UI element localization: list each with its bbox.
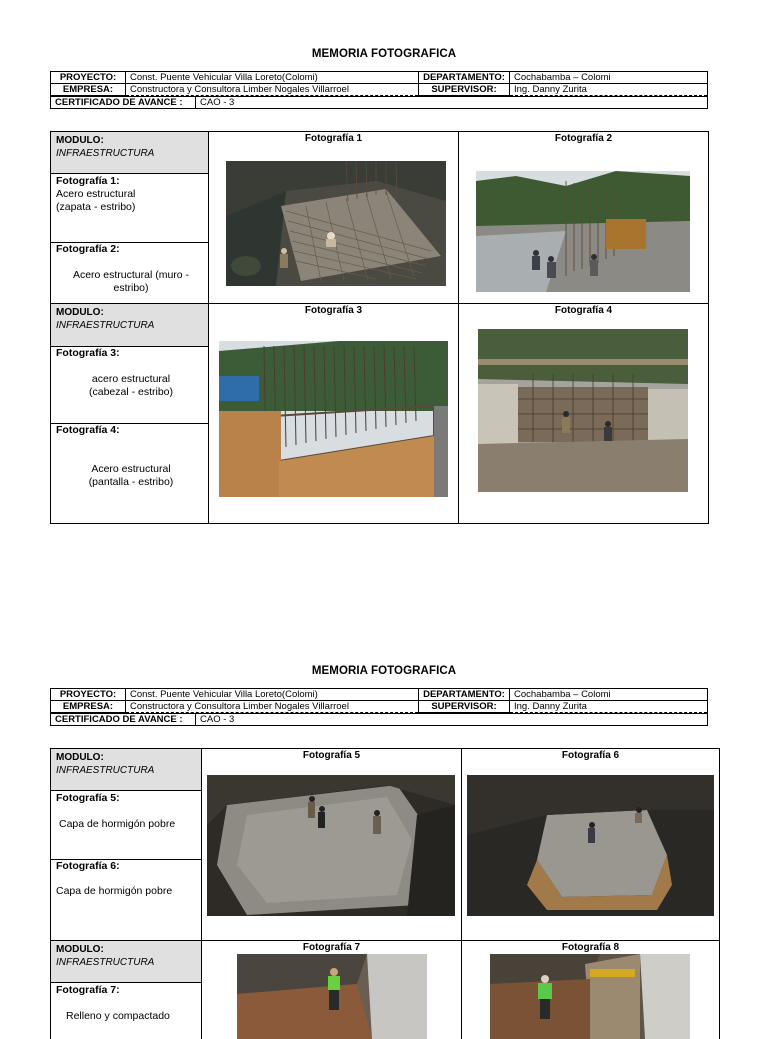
photo-3-rebar-cap xyxy=(219,341,448,497)
photo-5-lean-concrete xyxy=(207,775,455,916)
photo3-title: Fotografía 3 xyxy=(304,305,363,316)
empresa-value: Constructora y Consultora Limber Nogales Villarroel xyxy=(126,84,419,96)
page2-title: MEMORIA FOTOGRAFICA xyxy=(311,665,457,677)
modulo-header-4: MODULO: INFRAESTRUCTURA xyxy=(51,941,201,982)
foto4-desc: Acero estructural (pantalla - estribo) xyxy=(88,463,174,488)
foto5-desc: Capa de hormigón pobre xyxy=(59,818,176,830)
modulo-header-3: MODULO: INFRAESTRUCTURA xyxy=(51,749,201,790)
supervisor-value-2: Ing. Danny Zurita xyxy=(510,701,708,713)
page1-header-table xyxy=(50,71,708,96)
page2-photo-grid xyxy=(50,748,720,1039)
certificado-value-2: CAO - 3 xyxy=(196,714,708,726)
page2-header-table xyxy=(50,688,708,713)
proyecto-value-2: Const. Puente Vehicular Villa Loreto(Colomi) xyxy=(126,689,419,701)
modulo-header-2: MODULO: INFRAESTRUCTURA xyxy=(51,304,208,346)
foto6-desc: Capa de hormigón pobre xyxy=(56,885,173,897)
proyecto-label-2: PROYECTO: xyxy=(51,689,126,701)
certificado-label-2: CERTIFICADO DE AVANCE : xyxy=(51,714,196,726)
photo-2-rebar-wall xyxy=(476,171,690,292)
page2-certificado-row xyxy=(50,713,708,726)
foto7-desc: Relleno y compactado xyxy=(66,1010,170,1022)
page1-title: MEMORIA FOTOGRAFICA xyxy=(311,48,457,60)
supervisor-label-2: SUPERVISOR: xyxy=(419,701,510,713)
modulo-header: MODULO: INFRAESTRUCTURA xyxy=(51,132,208,173)
photo-6-lean-concrete xyxy=(467,775,714,916)
certificado-label: CERTIFICADO DE AVANCE : xyxy=(51,97,196,109)
foto1-desc: Acero estructural (zapata - estribo) xyxy=(56,188,136,213)
proyecto-label: PROYECTO: xyxy=(51,72,126,84)
photo6-title: Fotografía 6 xyxy=(561,750,620,761)
departamento-value: Cochabamba – Colomi xyxy=(510,72,708,84)
foto2-desc: Acero estructural (muro - estribo) xyxy=(72,269,190,294)
photo1-title: Fotografía 1 xyxy=(304,133,363,144)
photo4-title: Fotografía 4 xyxy=(554,305,613,316)
foto2-label: Fotografía 2: xyxy=(56,243,120,255)
foto1-label: Fotografía 1: xyxy=(56,175,120,187)
departamento-label: DEPARTAMENTO: xyxy=(419,72,510,84)
photo2-title: Fotografía 2 xyxy=(554,133,613,144)
foto6-label: Fotografía 6: xyxy=(56,860,120,872)
foto5-label: Fotografía 5: xyxy=(56,792,120,804)
empresa-label-2: EMPRESA: xyxy=(51,701,126,713)
photo-1-rebar-footing xyxy=(226,161,446,286)
photo-7-backfill xyxy=(237,954,427,1039)
foto3-desc: acero estructural (cabezal - estribo) xyxy=(88,373,174,398)
photo5-title: Fotografía 5 xyxy=(302,750,361,761)
empresa-value-2: Constructora y Consultora Limber Nogales Villarroel xyxy=(126,701,419,713)
certificado-value: CAO - 3 xyxy=(196,97,708,109)
foto7-label: Fotografía 7: xyxy=(56,984,120,996)
foto4-label: Fotografía 4: xyxy=(56,424,120,436)
page1-certificado-row xyxy=(50,96,708,109)
page1-photo-grid xyxy=(50,131,709,524)
photo7-title: Fotografía 7 xyxy=(302,942,361,953)
empresa-label: EMPRESA: xyxy=(51,84,126,96)
supervisor-value: Ing. Danny Zurita xyxy=(510,84,708,96)
departamento-label-2: DEPARTAMENTO: xyxy=(419,689,510,701)
proyecto-value: Const. Puente Vehicular Villa Loreto(Colomi) xyxy=(126,72,419,84)
photo-8-backfill xyxy=(490,954,690,1039)
photo8-title: Fotografía 8 xyxy=(561,942,620,953)
photo-4-rebar-panel xyxy=(478,329,688,492)
supervisor-label: SUPERVISOR: xyxy=(419,84,510,96)
foto3-label: Fotografía 3: xyxy=(56,347,120,359)
departamento-value-2: Cochabamba – Colomi xyxy=(510,689,708,701)
